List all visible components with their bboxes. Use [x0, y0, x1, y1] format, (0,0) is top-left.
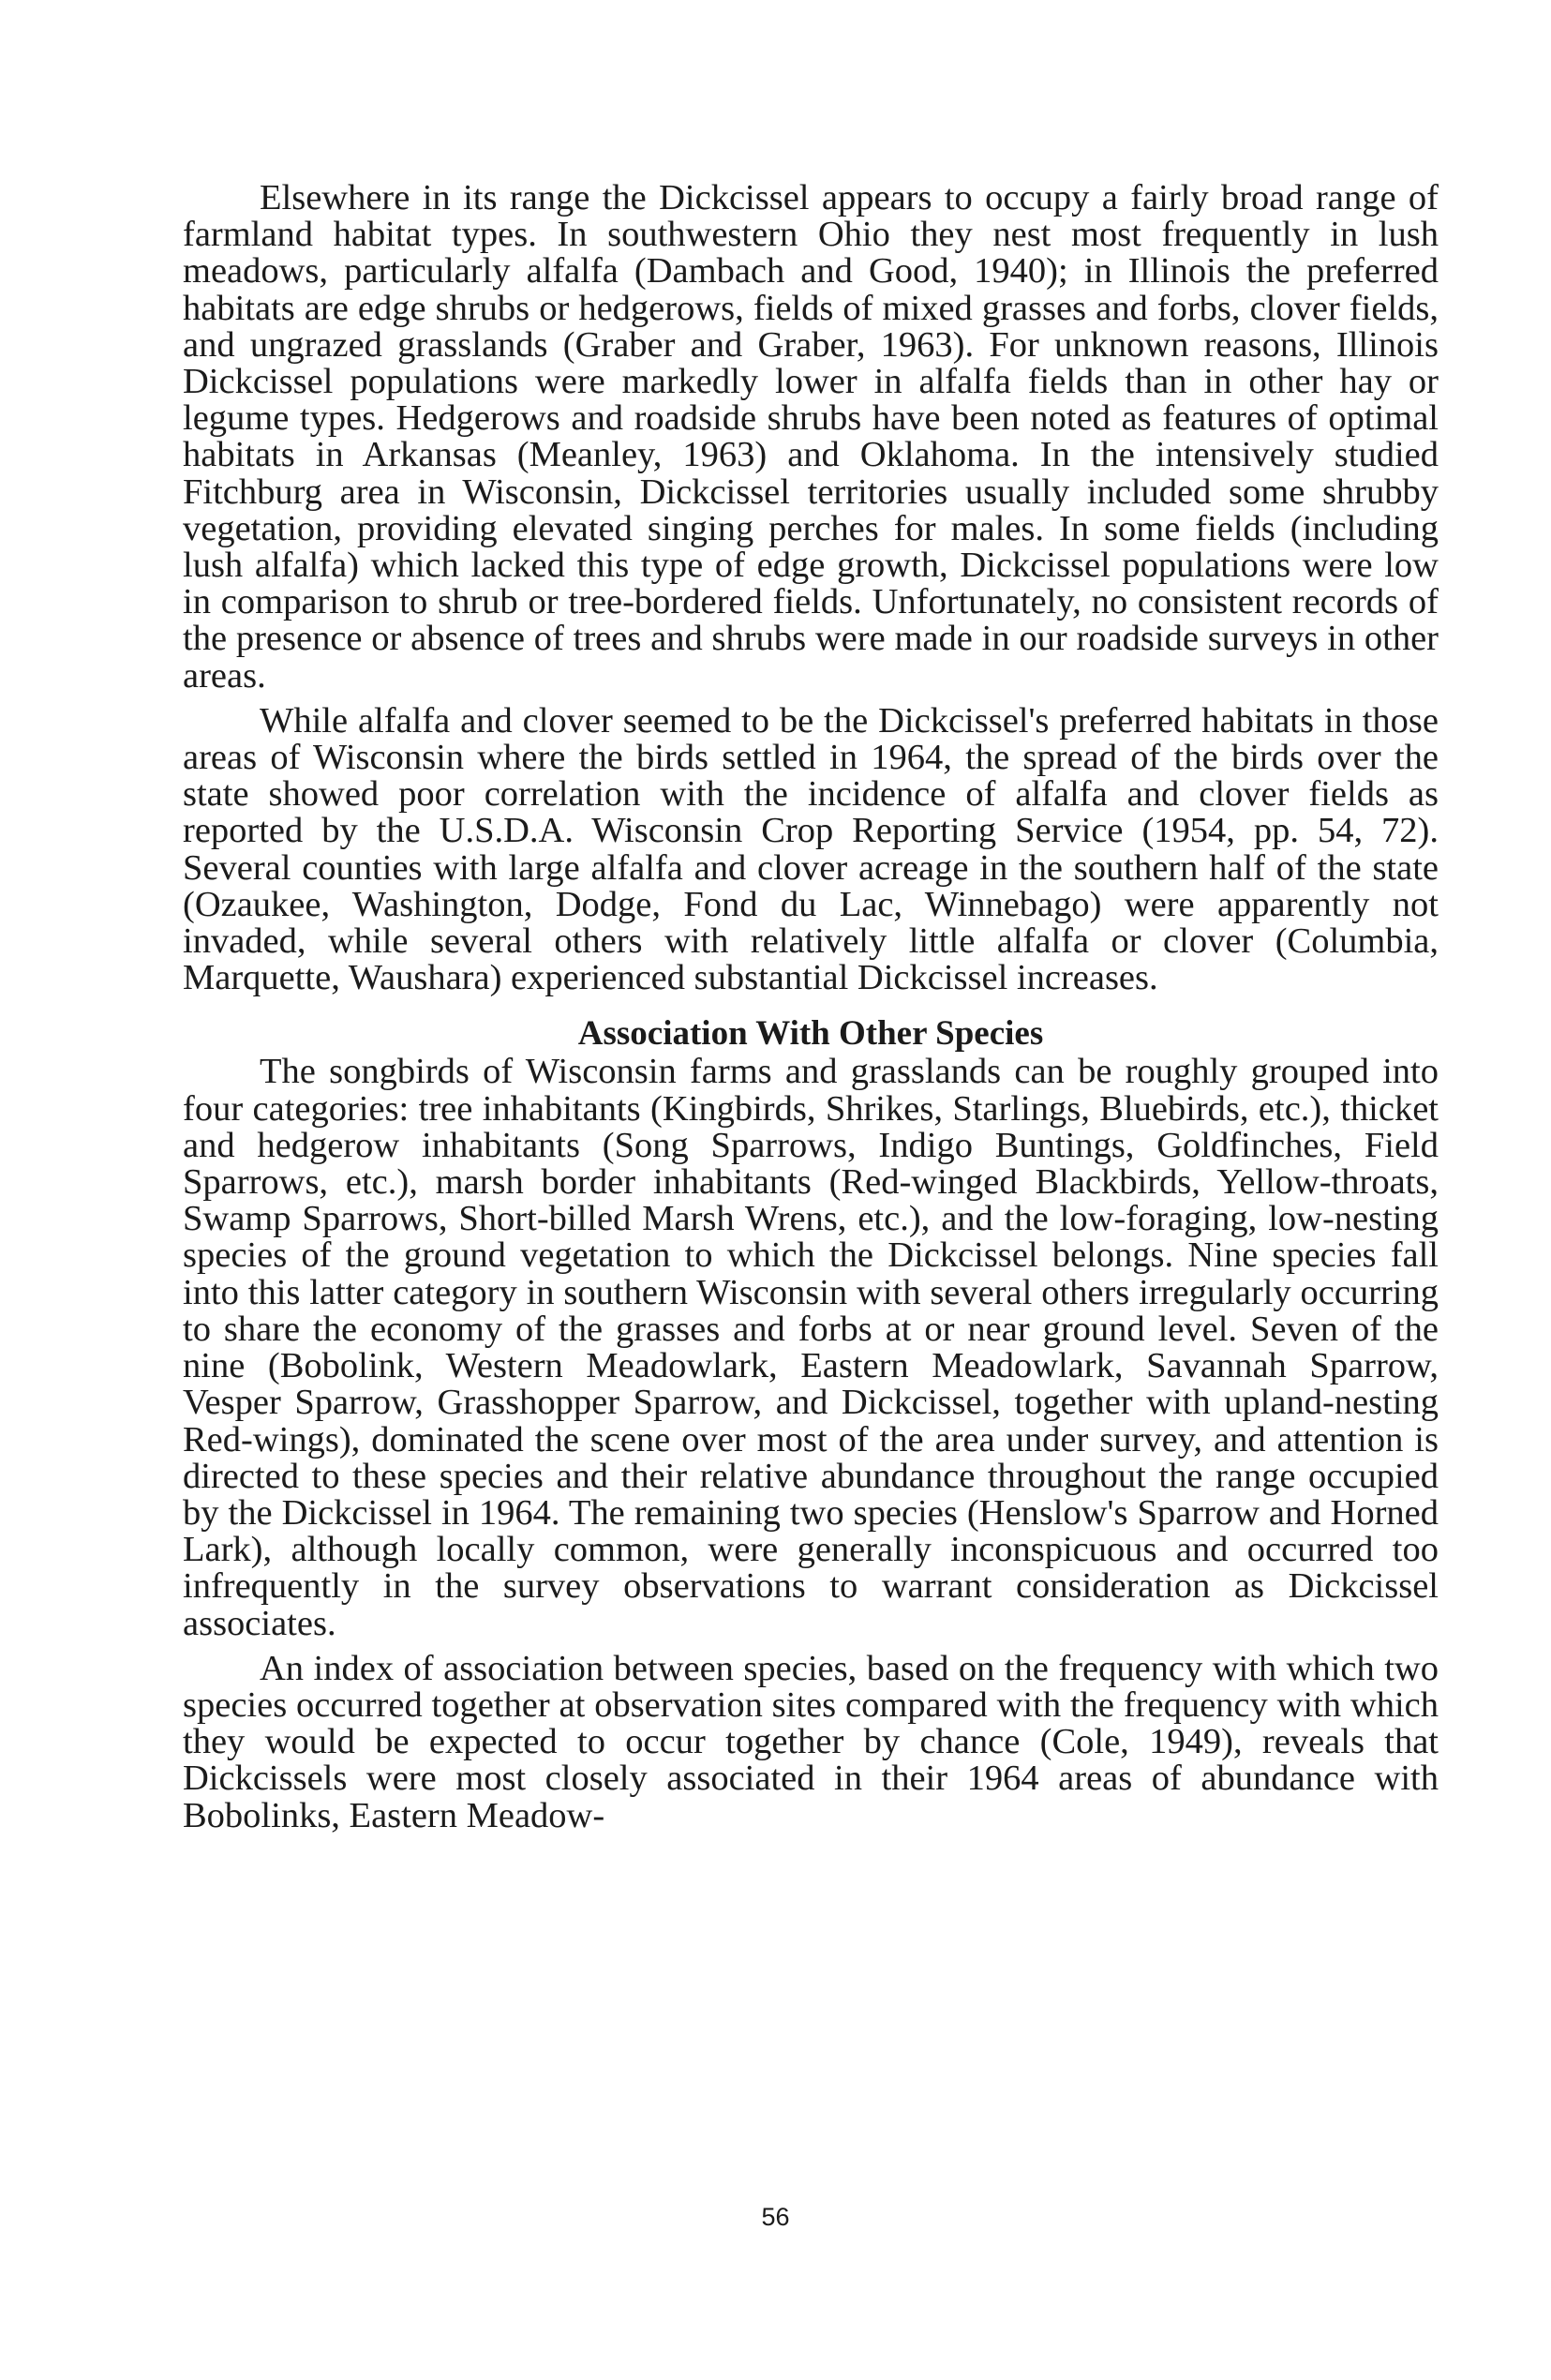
section-heading: Association With Other Species	[577, 1014, 1044, 1054]
body-text-column	[183, 180, 1439, 1834]
page-number: 56	[761, 2203, 790, 2231]
paragraph-alfalfa-clover-correlation: While alfalfa and clover seemed to be the Dickcissel's preferred habitats in those areas of Wisconsin where the birds settled in 1964, the spread of the birds over the state showed poor correlation with the incidence of alfalfa and clover fields as reported by the U.S.D.A. Wisconsin Crop Reporting Service (1954, pp. 54, 72). Several counties with large alfalfa and clover acreage in the southern half of the state (Ozaukee, Washington, Dodge, Fond du Lac, Winnebago) were apparently not invaded, while several others with relatively little alfalfa or clover (Columbia, Marquette, Waushara) experienced substantial Dickcissel increases.	[183, 700, 1439, 998]
paragraph-association-index: An index of association between species, based on the frequency with which two species occurred together at observation sites compared with the frequency with which they would be expected to occur together by chance (Cole, 1949), reveals that Dickcissels were most closely associated in their 1964 areas of abundance with Bobolinks, Eastern Meadow-	[183, 1648, 1439, 1835]
paragraph-songbird-categories: The songbirds of Wisconsin farms and grasslands can be roughly grouped into four categories: tree inhabitants (Kingbirds, Shrikes, Starlings, Bluebirds, etc.), thicket and hedgerow inhabitants (Song Sparrows, Indigo Buntings, Goldfinches, Field Sparrows, etc.), marsh border inhabitants (Red-winged Blackbirds, Yellow-throats, Swamp Sparrows, Short-billed Marsh Wrens, etc.), and the low-foraging, low-nesting species of the ground vegetation to which the Dickcissel belongs. Nine species fall into this latter category in southern Wisconsin with several others irregularly occurring to share the economy of the grasses and forbs at or near ground level. Seven of the nine (Bobolink, Western Meadowlark, Eastern Meadowlark, Savannah Sparrow, Vesper Sparrow, Grasshopper Sparrow, and Dickcissel, together with upland-nesting Red-wings), dominated the scene over most of the area under survey, and attention is directed to these species and their relative abundance throughout the range occupied by the Dickcissel in 1964. The remaining two species (Henslow's Sparrow and Horned Lark), although locally common, were generally inconspicuous and occurred too infrequently in the survey observations to warrant consideration as Dickcissel associates.	[183, 1052, 1439, 1643]
paragraph-habitat-types: Elsewhere in its range the Dickcissel appears to occupy a fairly broad range of farmland habitat types. In southwestern Ohio they nest most frequently in lush meadows, particularly alfalfa (Dambach and Good, 1940); in Illinois the preferred habitats are edge shrubs or hedgerows, fields of mixed grasses and forbs, clover fields, and ungrazed grasslands (Graber and Graber, 1963). For unknown reasons, Illinois Dickcissel populations were markedly lower in alfalfa fields than in other hay or legume types. Hedgerows and roadside shrubs have been noted as features of optimal habitats in Arkansas (Meanley, 1963) and Oklahoma. In the intensively studied Fitchburg area in Wisconsin, Dickcissel territories usually included some shrubby vegetation, providing elevated singing perches for males. In some fields (including lush alfalfa) which lacked this type of edge growth, Dickcissel populations were low in comparison to shrub or tree-bordered fields. Unfortunately, no consistent records of the presence or absence of trees and shrubs were made in our roadside surveys in other areas.	[183, 178, 1439, 696]
